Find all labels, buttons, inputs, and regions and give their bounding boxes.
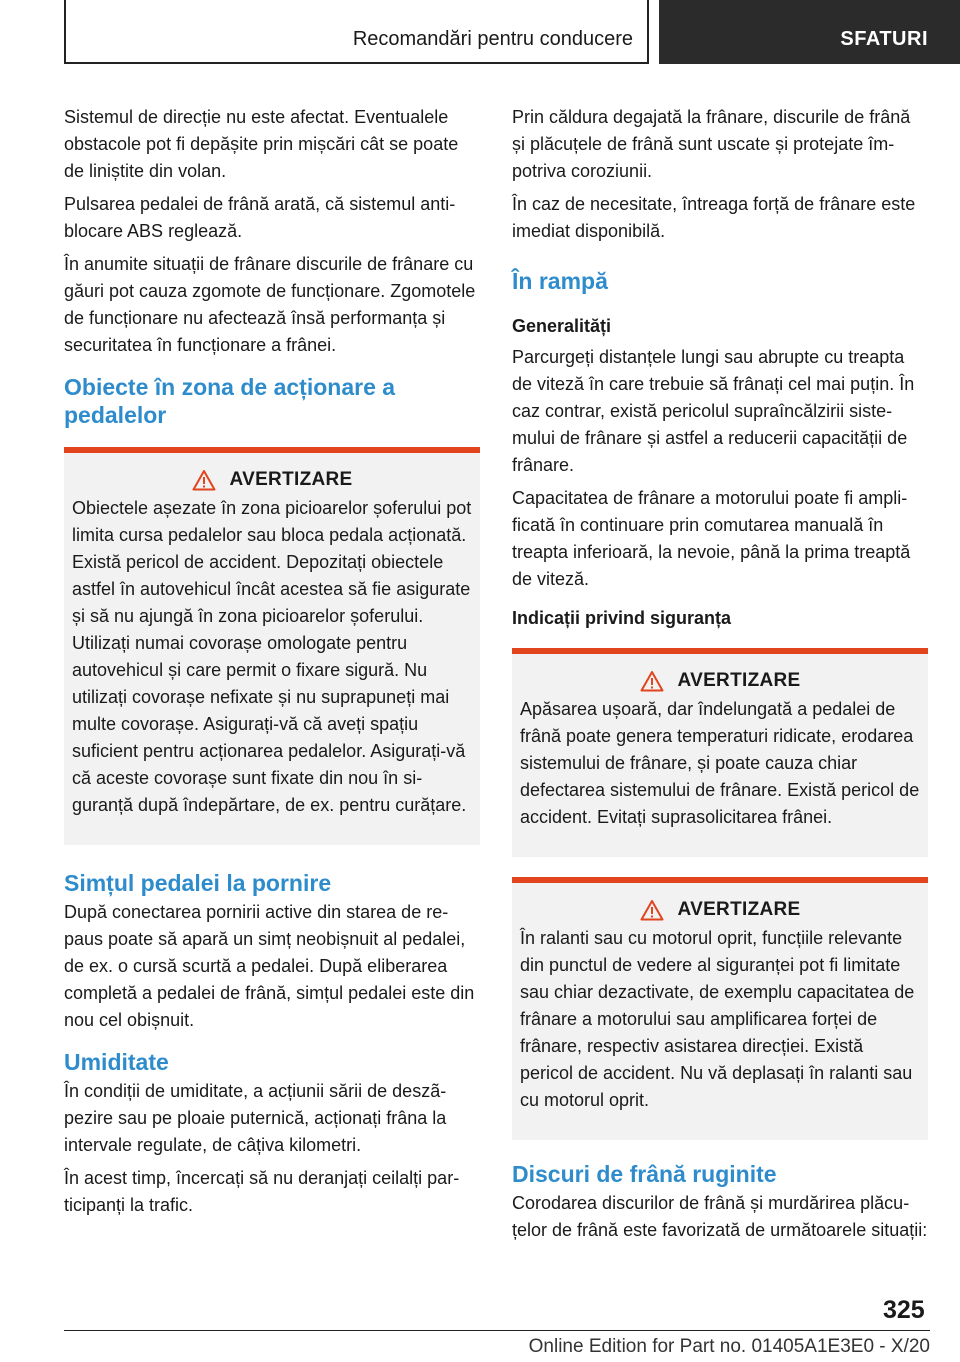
paragraph: Prin căldura degajată la frânare, discurile de frână și plăcuțele de frână sunt uscate și protejate împotriva coroziunii. xyxy=(512,107,911,181)
warning-triangle-icon xyxy=(640,899,664,921)
paragraph: Sistemul de direcție nu este afectat. Eventualele obstacole pot fi depășite prin mișcări cât se poate de liniștite din volan. xyxy=(64,107,459,181)
warning-label: AVERTIZARE xyxy=(229,469,353,490)
warning-label: AVERTIZARE xyxy=(677,899,801,920)
section-heading-rampa: În rampă xyxy=(512,268,608,294)
warning-text: Apăsarea ușoară, dar îndelungată a pedalei de frână poate genera temperaturi ridicate, erodarea sistemului de frânare, și poate cauza chiar defectarea sistemului de frânare. Există pericol de accident. Evitați suprasolicitarea frânei. xyxy=(520,699,920,827)
warning-header xyxy=(520,670,920,692)
section-heading-discuri: Discuri de frână ruginite xyxy=(512,1161,777,1187)
footer-divider xyxy=(64,1330,930,1331)
warning-header xyxy=(520,899,920,921)
warning-label: AVERTIZARE xyxy=(677,670,801,691)
warning-box xyxy=(512,648,928,857)
paragraph: Pulsarea pedalei de frână arată, că sistemul antiblocare ABS reglează. xyxy=(64,194,456,241)
warning-box xyxy=(64,447,480,845)
page-header xyxy=(64,0,960,64)
left-column xyxy=(64,104,480,1225)
section-heading-umiditate: Umiditate xyxy=(64,1049,169,1075)
section-heading-simtul: Simțul pedalei la pornire xyxy=(64,870,332,896)
page-number: 325 xyxy=(883,1296,925,1324)
paragraph: Corodarea discurilor de frână și murdărirea plăcuțelor de frână este favorizată de următoarele situații: xyxy=(512,1193,928,1240)
subheading-generalitati: Generalități xyxy=(512,316,612,336)
paragraph: În caz de necesitate, întreaga forță de frânare este imediat disponibilă. xyxy=(512,194,916,241)
paragraph: După conectarea pornirii active din starea de repaus poate să apară un simț neobișnuit al pedalei, de ex. o cursă scurtă a pedalei. După eliberarea completă a pedalei de frână, simțul pedalei este din nou cel obișnuit. xyxy=(64,902,475,1030)
header-title-box xyxy=(64,0,649,64)
warning-text: Obiectele așezate în zona picioarelor șoferului pot limita cursa pedalelor sau bloca pedala acționată. Există pericol de accident. Depozitați obiectele astfel în autovehicul încât acestea să fie asigurate și să nu ajungă în zona picioarelor șoferului. Utilizați numai covorașe omologate pentru autovehicul și care permit o fixare sigură. Nu utilizați covorașe nefixate și nu suprapuneți mai multe covorașe. Asigurați-vă că aveți spațiu suficient pentru acționarea pedalelor. Asigurați-vă că aceste covorașe sunt fixate din nou în siguranță după îndepărtare, de ex. pentru curățare. xyxy=(72,498,472,815)
warning-box xyxy=(512,877,928,1140)
paragraph: În acest timp, încercați să nu deranjați ceilalți participanți la trafic. xyxy=(64,1168,460,1215)
subheading-indicatii: Indicații privind siguranța xyxy=(512,608,732,628)
paragraph: Parcurgeți distanțele lungi sau abrupte cu treapta de viteză în care trebuie să frânați cel mai puțin. În caz contrar, există pericolul supraîncălzirii sistemului de frânare și astfel a reducerii capacității de frânare. xyxy=(512,347,915,475)
header-title: Recomandări pentru conducere xyxy=(352,28,633,50)
header-section-box xyxy=(659,0,960,64)
paragraph: Capacitatea de frânare a motorului poate fi amplificată în continuare prin comutarea manuală în treapta inferioară, la nevoie, până la prima treaptă de viteză. xyxy=(512,488,911,589)
warning-text: În ralanti sau cu motorul oprit, funcțiile relevante din punctul de vedere al siguranței pot fi limitate sau chiar dezactivate, de exemplu capacitatea de frânare a motorului sau amplificarea forței de frânare, respectiv asistarea direcției. Există pericol de accident. Nu vă deplasați în ralanti sau cu motorul oprit. xyxy=(520,928,915,1110)
warning-header xyxy=(72,469,472,491)
header-section-label: SFATURI xyxy=(840,28,928,50)
footer-edition: Online Edition for Part no. 01405A1E3E0 - X/20 xyxy=(528,1336,930,1357)
paragraph: În condiții de umiditate, a acțiunii sării de deszãpezire sau pe ploaie puternică, acționați frâna la intervale regulate, de câțiva kilometri. xyxy=(64,1081,447,1155)
paragraph: În anumite situații de frânare discurile de frânare cu găuri pot cauza zgomote de funcționare. Zgomotele de funcționare nu afectează însă performanța și securitatea în funcționare a frânei. xyxy=(64,254,476,355)
warning-triangle-icon xyxy=(640,670,664,692)
section-heading-obiecte: Obiecte în zona de acționare a pedalelor xyxy=(64,374,396,428)
right-column xyxy=(512,104,928,1250)
warning-triangle-icon xyxy=(192,469,216,491)
